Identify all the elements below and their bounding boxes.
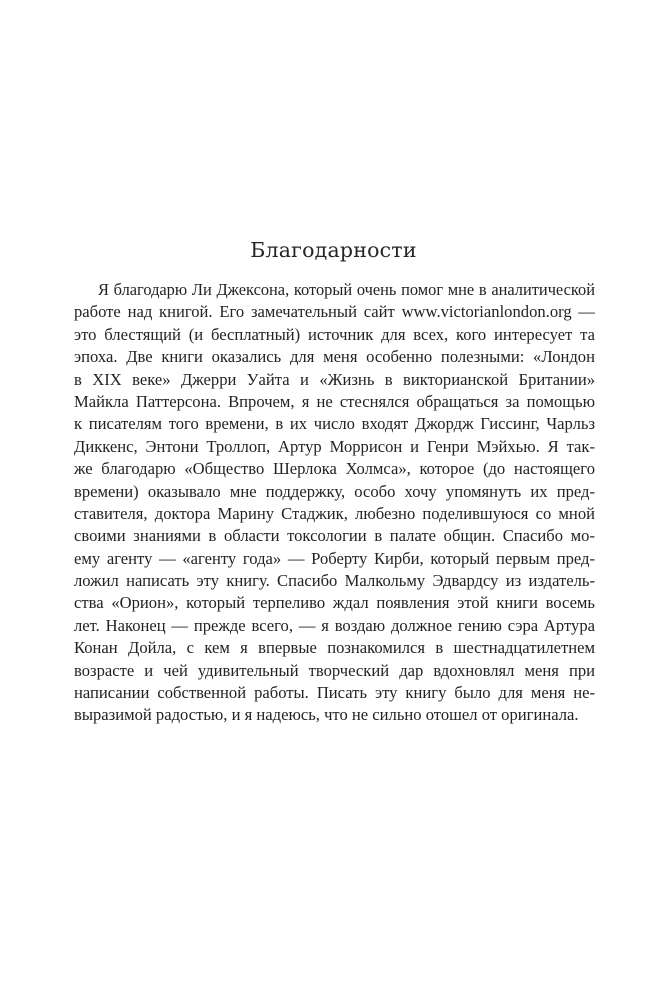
text-line: в XIX веке» Джерри Уайта и «Жизнь в викторианской Британии» xyxy=(74,369,595,389)
text-line: Диккенс, Энтони Троллоп, Артур Моррисон и Генри Мэйхью. Я так- xyxy=(74,436,595,456)
text-line: своими знаниями в области токсологии в палате общин. Спасибо мо- xyxy=(74,526,595,546)
text-line: времени) оказывало мне поддержку, особо хочу упомянуть их пред- xyxy=(74,481,595,501)
text-line: к писателям того времени, в их число входят Джордж Гиссинг, Чарльз xyxy=(74,414,595,434)
text-line: ложил написать эту книгу. Спасибо Малкольму Эдвардсу из издатель- xyxy=(74,571,595,591)
text-line: ства «Орион», который терпеливо ждал появления этой книги восемь xyxy=(74,593,595,613)
text-line: Конан Дойла, с кем я впервые познакомился в шестнадцатилетнем xyxy=(74,638,595,658)
text-line: выразимой радостью, и я надеюсь, что не сильно отошел от оригинала. xyxy=(74,705,579,725)
text-line: написании собственной работы. Писать эту книгу было для меня не- xyxy=(74,683,595,703)
text-line: это блестящий (и бесплатный) источник для всех, кого интересует та xyxy=(74,324,595,344)
text-line: Я благодарю Ли Джексона, который очень помог мне в аналитической xyxy=(98,280,595,299)
text-line: ему агенту — «агенту года» — Роберту Кирби, который первым пред- xyxy=(74,548,595,568)
text-line: возрасте и чей удивительный творческий дар вдохновлял меня при xyxy=(74,660,595,680)
page-title: Благодарности xyxy=(250,238,417,262)
text-line: ставителя, доктора Марину Стаджик, любезно поделившуюся со мной xyxy=(74,503,595,523)
text-line: Майкла Паттерсона. Впрочем, я не стеснялся обращаться за помощью xyxy=(74,391,595,411)
text-line: эпоха. Две книги оказались для меня особенно полезными: «Лондон xyxy=(74,347,595,367)
text-line: работе над книгой. Его замечательный сайт www.victorianlondon.org — xyxy=(74,302,595,322)
text-line: же благодарю «Общество Шерлока Холмса», которое (до настоящего xyxy=(74,459,595,479)
text-line: лет. Наконец — прежде всего, — я воздаю должное гению сэра Артура xyxy=(74,615,595,635)
acknowledgements-paragraph xyxy=(74,279,595,727)
